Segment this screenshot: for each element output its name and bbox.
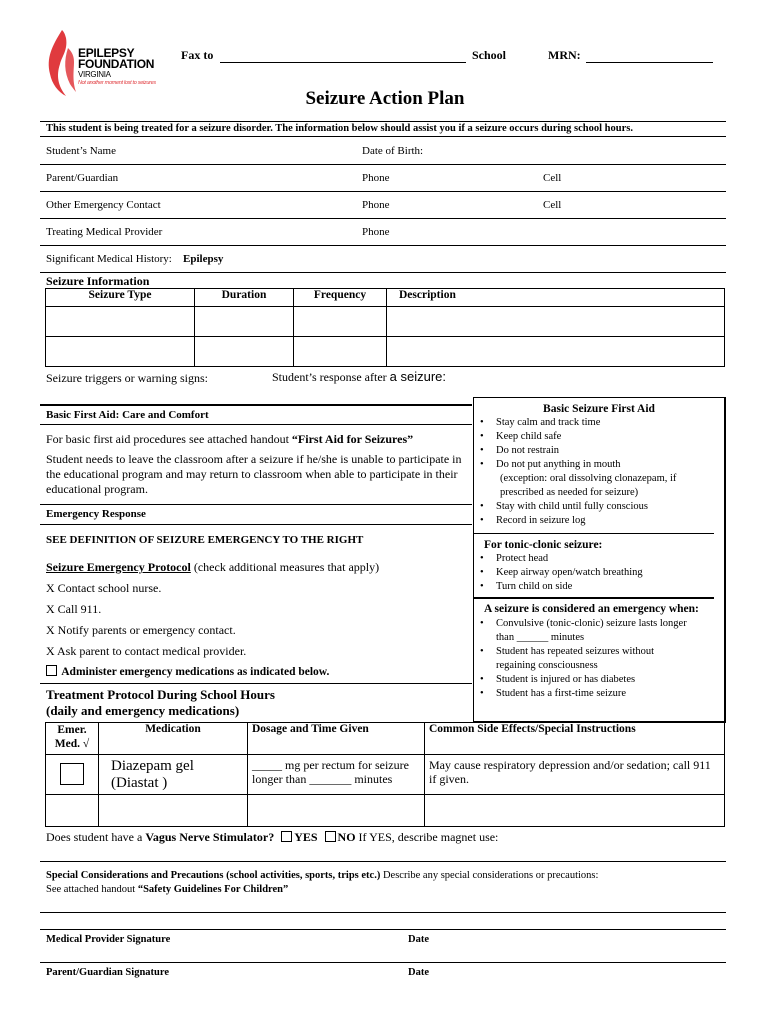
col-duration: Duration <box>195 289 294 307</box>
basic-seizure-first-aid-box <box>473 397 726 723</box>
emergency-cell-label: Cell <box>543 199 562 211</box>
tonic-list <box>474 552 724 594</box>
provider-phone-label: Phone <box>362 226 390 238</box>
info-row-history <box>40 245 726 273</box>
protocol-note: (check additional measures that apply) <box>193 560 380 574</box>
logo-line3: VIRGINIA <box>78 70 111 79</box>
protocol-item-nurse: X Contact school nurse. <box>46 581 162 595</box>
list-item: • Do not restrain <box>474 444 724 458</box>
vns-yes-label: YES <box>294 830 318 844</box>
parent-signature-label: Parent/Guardian Signature <box>46 967 170 978</box>
protocol-label: Seizure Emergency Protocol <box>46 560 191 574</box>
administer-text: Administer emergency medications as indicated below. <box>61 666 330 678</box>
provider-date-label: Date <box>408 934 429 945</box>
vns-no-label: NO <box>337 830 356 844</box>
special-handout-name: “Safety Guidelines For Children” <box>137 884 289 895</box>
treatment-subheading: (daily and emergency medications) <box>46 703 240 718</box>
protocol-item-provider: X Ask parent to contact medical provider. <box>46 644 247 658</box>
special-considerations <box>46 869 722 897</box>
protocol-item-parents: X Notify parents or emergency contact. <box>46 623 236 637</box>
list-item: • Convulsive (tonic-clonic) seizure lasts longer than ______ minutes <box>474 617 724 645</box>
info-row-student <box>40 137 726 165</box>
response-label-main: Student’s response after <box>272 370 387 384</box>
list-item: • Stay with child until fully conscious <box>474 500 724 514</box>
page-title: Seizure Action Plan <box>305 88 465 109</box>
vns-line <box>46 830 498 845</box>
seizure-info-table <box>45 288 725 367</box>
info-row-emergency-contact <box>40 191 726 219</box>
side-box-heading: Basic Seizure First Aid <box>543 403 655 415</box>
med-brand: (Diastat ) <box>111 775 168 791</box>
emergency-when-list <box>474 617 724 701</box>
effects-cell: May cause respiratory depression and/or sedation; call 911 if given. <box>425 755 725 795</box>
provider-label: Treating Medical Provider <box>46 226 163 238</box>
medication-table <box>45 722 725 827</box>
fax-label: Fax to <box>181 48 214 62</box>
list-item: • Keep airway open/watch breathing <box>474 566 724 580</box>
treatment-heading: Treatment Protocol During School Hours <box>46 687 275 702</box>
tonic-heading: For tonic-clonic seizure: <box>484 539 603 551</box>
intro-text: This student is being treated for a seizure disorder. The information below should assist you if a seizure occurs during school hours. <box>46 123 633 134</box>
list-item: • Student has a first-time seizure <box>474 687 724 701</box>
mrn-label: MRN: <box>548 48 581 62</box>
cell-input[interactable] <box>248 795 425 827</box>
parent-date-label: Date <box>408 967 429 978</box>
vns-suffix: If YES, describe magnet use: <box>358 830 499 844</box>
basic-first-aid-list <box>474 416 724 528</box>
logo-line1: EPILEPSY <box>78 46 135 60</box>
emergency-response-heading: Emergency Response <box>46 508 146 520</box>
cell-input[interactable] <box>387 337 725 367</box>
special-bold: Special Considerations and Precautions (school activities, sports, trips etc.) <box>46 870 381 881</box>
col-description: Description <box>387 289 725 307</box>
vns-yes-checkbox[interactable] <box>281 831 292 842</box>
emergency-phone-label: Phone <box>362 199 390 211</box>
leave-classroom-text: Student needs to leave the classroom after a seizure if he/she is unable to participate in the educational program and may return to classroom when able to participate in their educational program. <box>46 452 462 496</box>
cell-input[interactable] <box>99 795 248 827</box>
cell-input[interactable] <box>195 337 294 367</box>
list-item: • Turn child on side <box>474 580 724 594</box>
list-item: • Keep child safe <box>474 430 724 444</box>
dosage-cell[interactable]: _____ mg per rectum for seizure longer than _______ minutes <box>248 755 425 795</box>
list-item: • Stay calm and track time <box>474 416 724 430</box>
mrn-field[interactable] <box>586 62 713 63</box>
logo-tagline: Not another moment lost to seizures <box>78 80 156 86</box>
list-item: • Do not put anything in mouth (exception: oral dissolving clonazepam, if prescribed as needed for seizure) <box>474 458 724 500</box>
vns-question: Vagus Nerve Stimulator? <box>145 830 275 844</box>
special-rest: Describe any special considerations or precautions: <box>382 870 599 881</box>
response-label-tail: a seizure: <box>389 369 447 384</box>
vns-no-checkbox[interactable] <box>325 831 336 842</box>
history-value: Epilepsy <box>183 253 224 265</box>
school-label: School <box>472 48 507 62</box>
vns-prefix: Does student have a <box>46 830 143 844</box>
student-name-label: Student’s Name <box>46 145 116 157</box>
triggers-label: Seizure triggers or warning signs: <box>46 371 208 385</box>
emergency-contact-label: Other Emergency Contact <box>46 199 161 211</box>
fax-field[interactable] <box>220 62 466 63</box>
logo-line2: FOUNDATION <box>78 57 155 71</box>
basic-first-aid-heading: Basic First Aid: Care and Comfort <box>46 409 209 421</box>
see-definition-text: SEE DEFINITION OF SEIZURE EMERGENCY TO THE RIGHT <box>46 534 364 546</box>
cell-input[interactable] <box>294 337 387 367</box>
provider-signature-label: Medical Provider Signature <box>46 934 171 945</box>
cell-input[interactable] <box>46 337 195 367</box>
list-item: • Record in seizure log <box>474 514 724 528</box>
parent-label: Parent/Guardian <box>46 172 119 184</box>
col-dosage: Dosage and Time Given <box>248 723 425 755</box>
cell-input[interactable] <box>195 307 294 337</box>
cell-input[interactable] <box>294 307 387 337</box>
list-item: • Student is injured or has diabetes <box>474 673 724 687</box>
col-emer: Emer. Med. √ <box>46 723 99 755</box>
col-frequency: Frequency <box>294 289 387 307</box>
col-medication: Medication <box>99 723 248 755</box>
info-row-parent <box>40 164 726 192</box>
list-item: • Student has repeated seizures without regaining consciousness <box>474 645 724 673</box>
seizure-info-heading: Seizure Information <box>46 274 150 288</box>
handout-name: “First Aid for Seizures” <box>291 432 414 446</box>
med-name: Diazepam gel <box>111 758 194 774</box>
protocol-line <box>46 560 379 575</box>
emer-med-checkbox[interactable] <box>60 763 84 785</box>
emergency-when-heading: A seizure is considered an emergency when: <box>484 603 699 615</box>
medication-cell <box>99 755 248 795</box>
administer-checkbox[interactable] <box>46 665 57 676</box>
parent-phone-label: Phone <box>362 172 390 184</box>
emer-med-cell <box>46 755 99 795</box>
cell-input[interactable] <box>387 307 725 337</box>
handout-line <box>46 432 413 447</box>
parent-cell-label: Cell <box>543 172 562 184</box>
dob-label: Date of Birth: <box>362 145 424 157</box>
handout-prefix: For basic first aid procedures see attached handout <box>46 432 289 446</box>
history-label: Significant Medical History: <box>46 253 172 265</box>
protocol-item-911: X Call 911. <box>46 602 102 616</box>
special-handout-prefix: See attached handout <box>46 884 136 895</box>
cell-input[interactable] <box>46 795 99 827</box>
response-label <box>272 369 446 385</box>
cell-input[interactable] <box>425 795 725 827</box>
list-item: • Protect head <box>474 552 724 566</box>
col-effects: Common Side Effects/Special Instructions <box>425 723 725 755</box>
administer-line <box>46 665 329 678</box>
info-row-provider <box>40 218 726 246</box>
cell-input[interactable] <box>46 307 195 337</box>
col-seizure-type: Seizure Type <box>46 289 195 307</box>
